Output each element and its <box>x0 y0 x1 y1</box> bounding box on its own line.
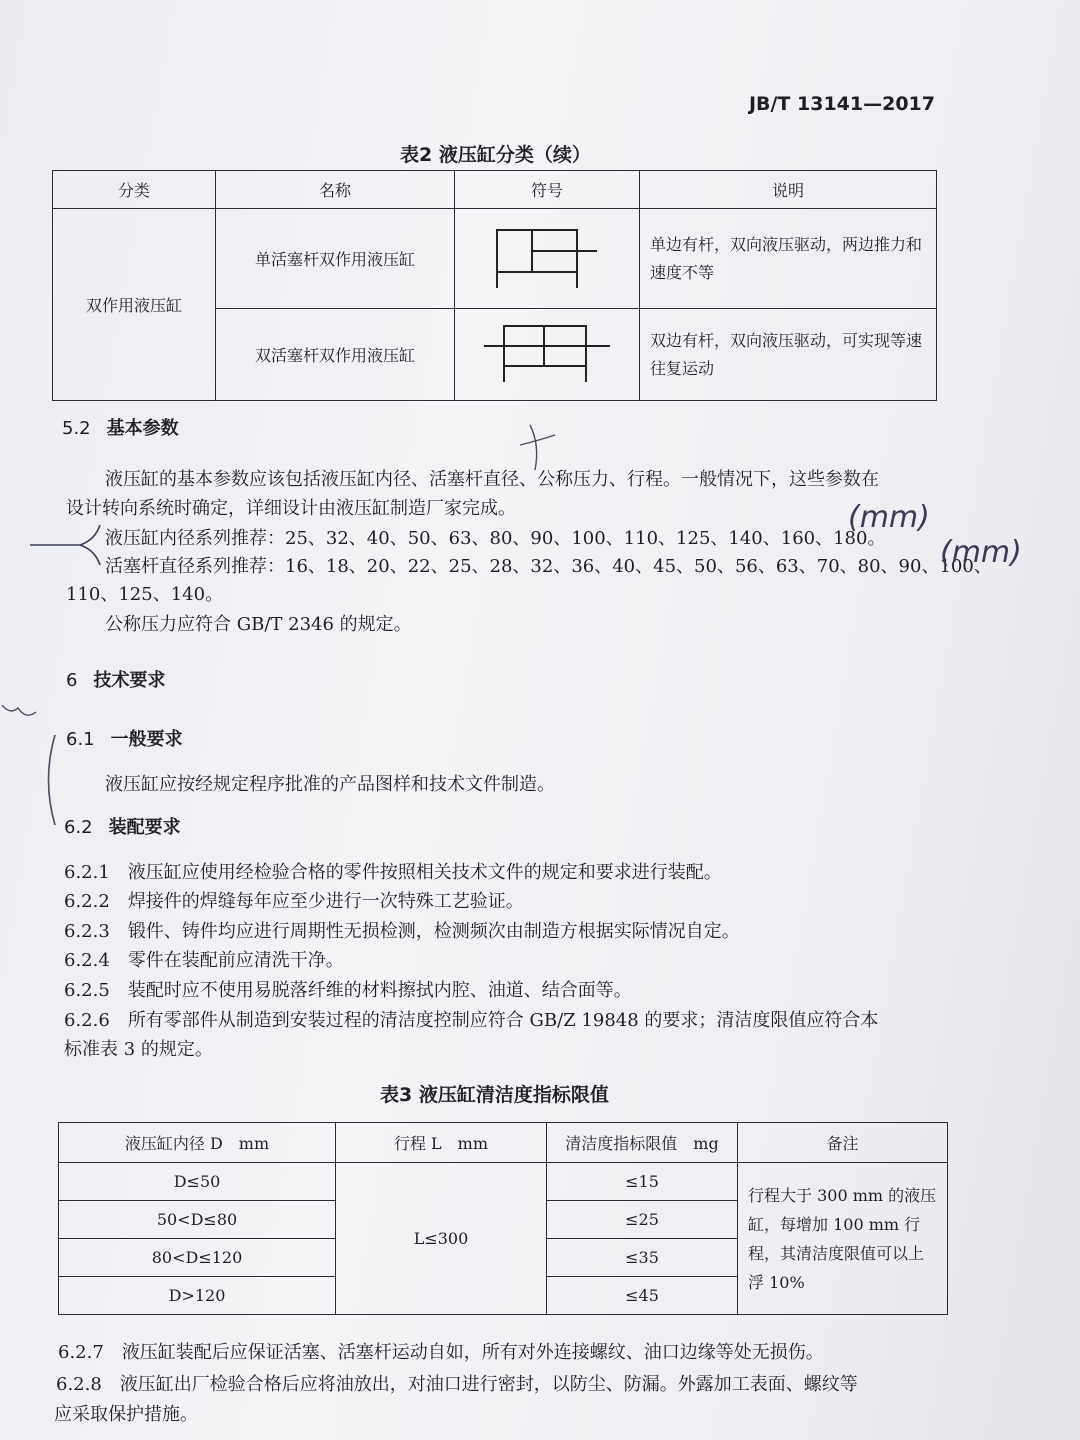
handwritten-unit-note: (mm) <box>940 535 1022 570</box>
clause-number: 6.2.7 <box>58 1342 104 1363</box>
clause-6-2-3 <box>64 917 740 943</box>
table2-desc: 双边有杆，双向液压驱动，可实现等速往复运动 <box>640 309 937 401</box>
clause-6-2-6 <box>64 1006 878 1032</box>
paragraph: 液压缸内径系列推荐：25、32、40、50、63、80、90、100、110、125、140、160、180。 <box>105 528 886 549</box>
table2-desc: 单边有杆，双向液压驱动，两边推力和速度不等 <box>640 209 937 309</box>
table3-header-note: 备注 <box>738 1123 948 1163</box>
table2 <box>52 170 937 401</box>
table3-note: 行程大于 300 mm 的液压缸，每增加 100 mm 行程，其清洁度限值可以上浮 10% <box>738 1163 948 1315</box>
table3-header-limit: 清洁度指标限值 mg <box>547 1123 738 1163</box>
table3-diameter: D>120 <box>59 1277 336 1315</box>
table2-header-name: 名称 <box>216 171 455 209</box>
clause-number: 6.2.5 <box>64 980 110 1001</box>
clause-6-2-7 <box>58 1338 824 1364</box>
table3-header-stroke: 行程 L mm <box>336 1123 547 1163</box>
table3-limit: ≤45 <box>547 1277 738 1315</box>
clause-number: 6.2.2 <box>64 891 110 912</box>
clause-text: 零件在装配前应清洗干净。 <box>127 950 344 971</box>
table3-diameter: 80<D≤120 <box>59 1239 336 1277</box>
paragraph: 液压缸的基本参数应该包括液压缸内径、活塞杆直径、公称压力、行程。一般情况下，这些参数在 <box>105 469 879 490</box>
handwritten-mark-icon <box>500 415 570 485</box>
standard-number: JB/T 13141—2017 <box>748 93 935 115</box>
section-number: 5.2 <box>62 418 91 439</box>
table3-diameter: D≤50 <box>59 1163 336 1201</box>
table-row <box>53 209 937 309</box>
table3-limit: ≤25 <box>547 1201 738 1239</box>
section-title: 一般要求 <box>110 729 183 750</box>
section-number: 6 <box>66 670 78 691</box>
paragraph: 公称压力应符合 GB/T 2346 的规定。 <box>105 614 412 635</box>
table3-stroke: L≤300 <box>336 1163 547 1315</box>
clause-text: 锻件、铸件均应进行周期性无损检测，检测频次由制造方根据实际情况自定。 <box>127 921 740 942</box>
section-5-2-heading <box>62 414 179 440</box>
section-number: 6.2 <box>64 817 93 838</box>
clause-number: 6.2.4 <box>64 950 110 971</box>
table2-caption: 表2 液压缸分类（续） <box>400 144 591 166</box>
clause-text: 焊接件的焊缝每年应至少进行一次特殊工艺验证。 <box>127 891 524 912</box>
section-number: 6.1 <box>66 729 95 750</box>
clause-text: 液压缸应使用经检验合格的零件按照相关技术文件的规定和要求进行装配。 <box>127 862 722 883</box>
paragraph: 110、125、140。 <box>66 584 224 605</box>
clause-text: 液压缸装配后应保证活塞、活塞杆运动自如，所有对外连接螺纹、油口边缘等处无损伤。 <box>121 1342 824 1363</box>
table2-name: 单活塞杆双作用液压缸 <box>216 209 455 309</box>
clause-6-2-5 <box>64 976 632 1002</box>
handwritten-unit-note: (mm) <box>848 500 930 535</box>
clause-text: 所有零部件从制造到安装过程的清洁度控制应符合 GB/Z 19848 的要求；清洁度限值应符合本 <box>127 1010 879 1031</box>
table3-caption: 表3 液压缸清洁度指标限值 <box>380 1084 609 1106</box>
clause-number: 6.2.6 <box>64 1010 110 1031</box>
table-row <box>59 1163 948 1201</box>
single-rod-cylinder-symbol-cell <box>455 209 640 309</box>
clause-6-2-8 <box>56 1370 858 1396</box>
table2-header-desc: 说明 <box>640 171 937 209</box>
table2-name: 双活塞杆双作用液压缸 <box>216 309 455 401</box>
table2-header-symbol: 符号 <box>455 171 640 209</box>
paragraph: 活塞杆直径系列推荐：16、18、20、22、25、28、32、36、40、45、50、56、63、70、80、90、100、 <box>105 556 992 577</box>
clause-number: 6.2.1 <box>64 862 110 883</box>
table3 <box>58 1122 948 1315</box>
clause-number: 6.2.3 <box>64 921 110 942</box>
clause-text: 液压缸出厂检验合格后应将油放出，对油口进行密封，以防尘、防漏。外露加工表面、螺纹等 <box>119 1374 858 1395</box>
double-rod-cylinder-symbol-cell <box>455 309 640 401</box>
clause-6-2-1 <box>64 858 722 884</box>
clause-6-2-4 <box>64 946 344 972</box>
paragraph: 应采取保护措施。 <box>54 1404 198 1425</box>
clause-text: 装配时应不使用易脱落纤维的材料擦拭内腔、油道、结合面等。 <box>127 980 632 1001</box>
double-rod-cylinder-symbol-icon <box>482 318 612 388</box>
table2-header-category: 分类 <box>53 171 216 209</box>
section-title: 技术要求 <box>93 670 166 691</box>
section-title: 装配要求 <box>108 817 181 838</box>
paragraph: 液压缸应按经规定程序批准的产品图样和技术文件制造。 <box>105 774 555 795</box>
single-rod-cylinder-symbol-icon <box>492 222 602 292</box>
table3-diameter: 50<D≤80 <box>59 1201 336 1239</box>
table3-limit: ≤15 <box>547 1163 738 1201</box>
paragraph: 设计转向系统时确定，详细设计由液压缸制造厂家完成。 <box>66 498 516 519</box>
table3-limit: ≤35 <box>547 1239 738 1277</box>
clause-number: 6.2.8 <box>56 1374 102 1395</box>
table3-header-diameter: 液压缸内径 D mm <box>59 1123 336 1163</box>
clause-6-2-2 <box>64 887 524 913</box>
handwritten-marks-icon <box>0 480 110 840</box>
paragraph: 标准表 3 的规定。 <box>64 1039 213 1060</box>
section-title: 基本参数 <box>106 418 179 439</box>
table2-category: 双作用液压缸 <box>53 209 216 401</box>
